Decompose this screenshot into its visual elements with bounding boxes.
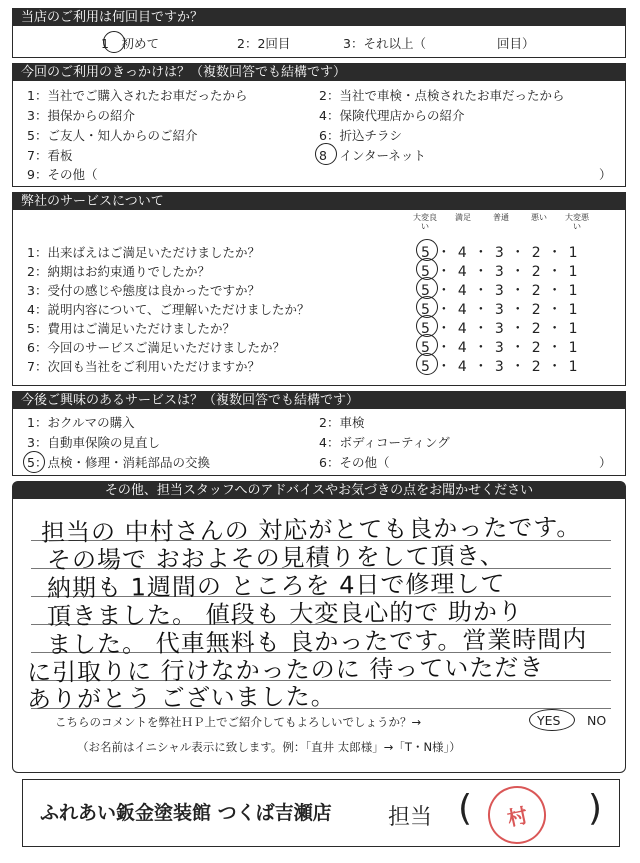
reason-option[interactable]: 3：損保からの紹介 [27, 108, 135, 123]
column-very-bad: 大変悪い [565, 213, 589, 231]
web-consent-question: こちらのコメントを弊社ＨＰ上でご紹介してもよろしいでしょうか？→ [55, 715, 422, 729]
handwritten-comment-line: 担当の 中村さんの 対応がとても良かったです。 [40, 513, 582, 547]
answer-circle [416, 353, 438, 375]
interest-option[interactable]: 4：ボディコーティング [319, 435, 450, 450]
answer-circle [23, 451, 45, 473]
reason-option[interactable]: 5：ご友人・知人からのご紹介 [27, 128, 198, 143]
option-second-time[interactable]: 2：2回目 [237, 36, 291, 51]
rating-scale[interactable]: 5・4・3・2・1 [421, 359, 585, 375]
rating-question: 7：次回も当社をご利用いただけますか？ [27, 359, 260, 374]
reason-option[interactable]: 6：折込チラシ [319, 128, 402, 143]
rating-question: 5：費用はご満足いただけましたか？ [27, 321, 235, 336]
answer-circle [315, 143, 337, 165]
section-interests [12, 391, 626, 476]
column-normal: 普通 [493, 213, 509, 222]
section-header: 今後ご興味のあるサービスは？（複数回答でも結構です） [13, 392, 625, 409]
rating-question: 3：受付の感じや態度は良かったですか？ [27, 283, 260, 298]
handwritten-comment-line: ありがとう ございました。 [26, 682, 336, 714]
rating-question: 4：説明内容について、ご理解いただけましたか？ [27, 302, 310, 317]
handwritten-comment-line: その場で おおよその見積りをして頂き、 [46, 541, 505, 575]
staff-seal-stamp: 村 [483, 781, 552, 850]
option-more-suffix: 回目） [497, 36, 535, 51]
reason-option[interactable]: 7：看板 [27, 148, 73, 163]
interest-other-close: ） [599, 455, 612, 470]
handwritten-comment-line: に引取りに 行けなかったのに 待っていただき [26, 653, 545, 687]
answer-circle [103, 31, 125, 53]
interest-option[interactable]: 3：自動車保険の見直し [27, 435, 160, 450]
section-visit-count [12, 8, 626, 58]
reason-option[interactable]: 2：当社で車検・点検されたお車だったから [319, 88, 565, 103]
rating-question: 1：出来ばえはご満足いただけましたか？ [27, 245, 260, 260]
section-header: 弊社のサービスについて [13, 193, 625, 210]
column-good: 満足 [455, 213, 471, 222]
answer-circle [529, 709, 575, 731]
rating-scale[interactable]: 5・4・3・2・1 [421, 340, 585, 356]
shop-name: ふれあい鈑金塗装館 つくば吉瀬店 [40, 802, 332, 824]
interest-option-repair[interactable]: 5：点検・修理・消耗部品の交換 [27, 455, 210, 470]
rating-question: 6：今回のサービスご満足いただけましたか？ [27, 340, 285, 355]
initials-note: （お名前はイニシャル表示に致します。例：「直井 太郎様」→「T・N様」） [77, 740, 461, 754]
consent-yes[interactable]: YES [537, 713, 561, 728]
option-first-time[interactable]: 1 初めて [101, 36, 159, 51]
handwritten-comment-line: 頂きました。 値段も 大変良心的で 助かり [46, 597, 524, 631]
rating-scale[interactable]: 5・4・3・2・1 [421, 283, 585, 299]
rating-question: 2：納期はお約束通りでしたか？ [27, 264, 210, 279]
column-bad: 悪い [531, 213, 547, 222]
section-service-rating [12, 192, 626, 386]
column-very-good: 大変良い [413, 213, 437, 231]
section-header: 当店のご利用は何回目ですか？ [13, 9, 625, 26]
section-header: その他、担当スタッフへのアドバイスやお気づきの点をお聞かせください [13, 482, 625, 499]
reason-other-close: ） [599, 167, 612, 182]
reason-option-internet[interactable]: 8 インターネット [319, 148, 426, 163]
rating-scale[interactable]: 5・4・3・2・1 [421, 264, 585, 280]
staff-paren-open: ( [458, 788, 473, 829]
rating-scale[interactable]: 5・4・3・2・1 [421, 245, 585, 261]
reason-option[interactable]: 4：保険代理店からの紹介 [319, 108, 465, 123]
section-reason [12, 63, 626, 187]
reason-option-other[interactable]: 9：その他（ [27, 167, 98, 182]
rating-scale[interactable]: 5・4・3・2・1 [421, 321, 585, 337]
option-more[interactable]: 3：それ以上（ [343, 36, 426, 51]
interest-option-other[interactable]: 6：その他（ [319, 455, 390, 470]
interest-option[interactable]: 2：車検 [319, 415, 365, 430]
handwritten-comment-line: 納期も 1週間の ところを 4日で修理して [46, 569, 506, 603]
section-header: 今回のご利用のきっかけは？（複数回答でも結構です） [13, 64, 625, 81]
reason-option[interactable]: 1：当社でご購入されたお車だったから [27, 88, 248, 103]
staff-label: 担当 [388, 805, 433, 830]
handwritten-comment-line: ました。 代車無料も 良かったです。営業時間内 [46, 625, 588, 659]
section-comments [12, 481, 626, 773]
interest-option[interactable]: 1：おクルマの購入 [27, 415, 135, 430]
rating-scale[interactable]: 5・4・3・2・1 [421, 302, 585, 318]
staff-paren-close: ) [588, 788, 603, 829]
consent-no[interactable]: NO [587, 713, 607, 728]
